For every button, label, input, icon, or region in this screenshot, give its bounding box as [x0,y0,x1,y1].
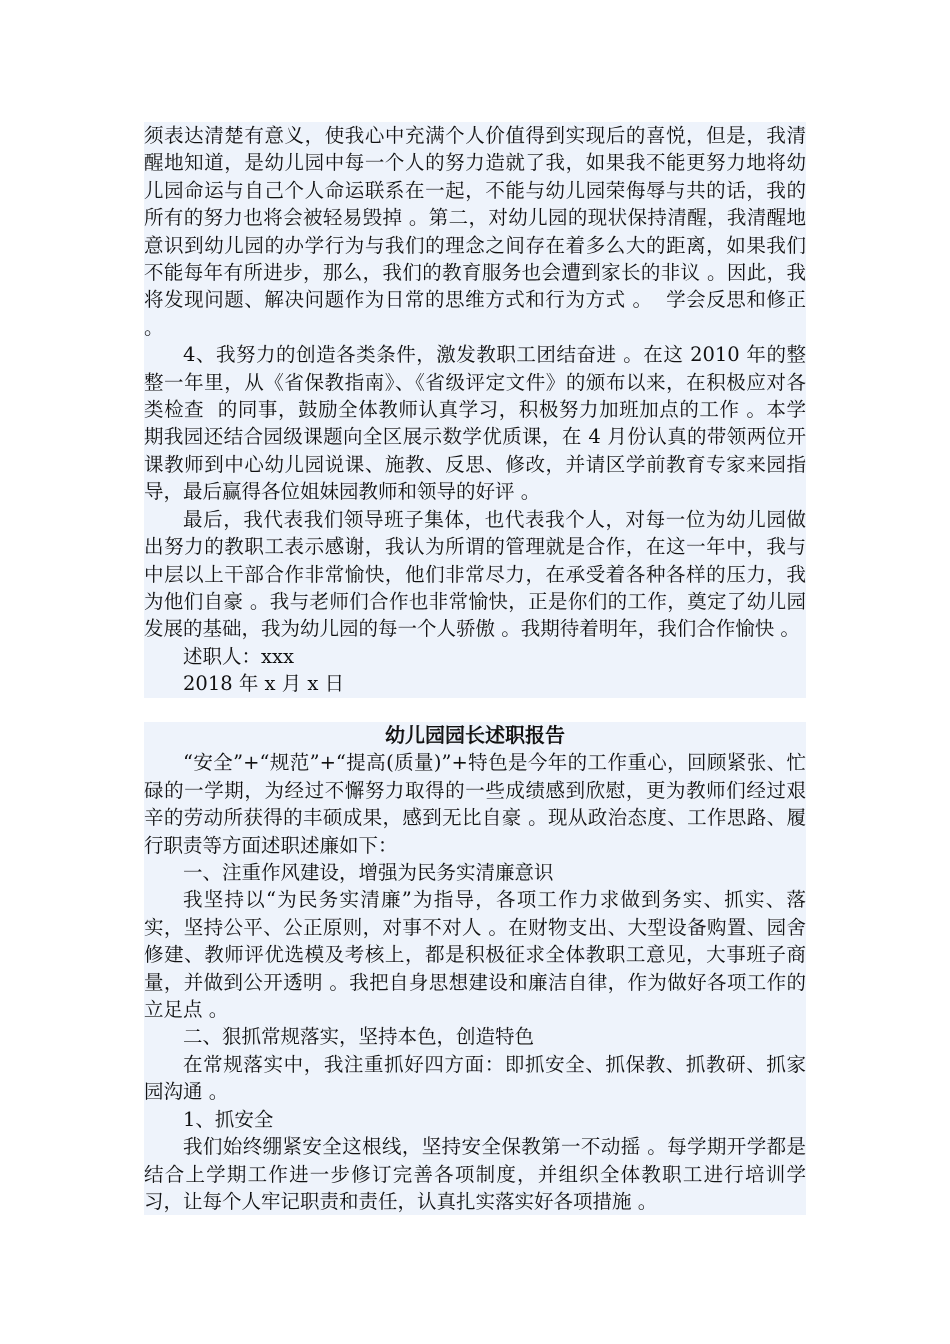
signature-line: 述职人：xxx [183,644,294,668]
date-line: 2018 年 x 月 x 日 [183,672,345,696]
paragraph: 须表达清楚有意义，使我心中充满个人价值得到实现后的喜悦，但是，我清醒地知道，是幼儿园中每一个人的努力造就了我，如果我不能更努力地将幼儿园命运与自己个人命运联系在一起，不能与幼儿园荣侮辱与共的话，我的所有的努力也将会被轻易毁掉 。第二，对幼儿园的现状保持清醒，我清醒地意识到幼儿园的办学行为与我们的理念之间存在着多么大的距离，如果我们不能每年有所进步，那么，我们的教育服务也会遭到家长的非议 。因此，我将发现问题、解决问题作为日常的思维方式和行为方式 。 学会反思和修正 。 [144,124,813,339]
paragraph: 在常规落实中，我注重抓好四方面：即抓安全、抓保教、抓教研、抓家园沟通 。 [144,1052,806,1104]
paragraph: 我坚持以“为民务实清廉”为指导，各项工作力求做到务实、抓实、落实，坚持公平、公正原则，对事不对人 。在财物支出、大型设备购置、园舍修建、教师评优选模及考核上，都是积极征求全体教职工意见，大事班子商量，并做到公开透明 。我把自身思想建设和廉洁自律，作为做好各项工作的立足点 。 [144,888,806,1022]
section-heading: 二、狠抓常规落实，坚持本色，创造特色 [183,1025,535,1049]
kindergarten-director-report [144,722,806,1215]
report-title: 幼儿园园长述职报告 [385,723,565,747]
section-heading: 一、注重作风建设，增强为民务实清廉意识 [183,861,554,885]
paragraph: 我们始终绷紧安全这根线，坚持安全保教第一不动摇 。每学期开学都是结合上学期工作进一步修订完善各项制度，并组织全体教职工进行培训学习，让每个人牢记职责和责任，认真扎实落实好各项措施 。 [144,1135,806,1213]
paragraph: “安全”+“规范”+“提高(质量)”+特色是今年的工作重心，回顾紧张、忙碌的一学期，为经过不懈努力取得的一些成绩感到欣慰，更为教师们经过艰辛的劳动所获得的丰硕成果，感到无比自豪 。现从政治态度、工作思路、履行职责等方面述职述廉如下： [144,751,806,857]
report-continuation [144,122,813,698]
subsection-heading: 1、抓安全 [183,1107,274,1131]
paragraph: 最后，我代表我们领导班子集体，也代表我个人，对每一位为幼儿园做出努力的教职工表示感谢，我认为所谓的管理就是合作，在这一年中，我与中层以上干部合作非常愉快，他们非常尽力，在承受着各种各样的压力，我为他们自豪 。我与老师们合作也非常愉快，正是你们的工作，奠定了幼儿园发展的基础，我为幼儿园的每一个人骄傲 。我期待着明年，我们合作愉快 。 [144,507,806,641]
paragraph: 4、我努力的创造各类条件，激发教职工团结奋进 。在这 2010 年的整整一年里，从《省保教指南》、《省级评定文件》的颁布以来，在积极应对各类检查 的同事，鼓励全体教师认真学习，积极努力加班加点的工作 。本学期我园还结合园级课题向全区展示数学优质课，在 4 月份认真的带领两位开课教师到中心幼儿园说课、施教、反思、修改，并请区学前教育专家来园指导，最后赢得各位姐妹园教师和领导的好评 。 [144,343,806,504]
